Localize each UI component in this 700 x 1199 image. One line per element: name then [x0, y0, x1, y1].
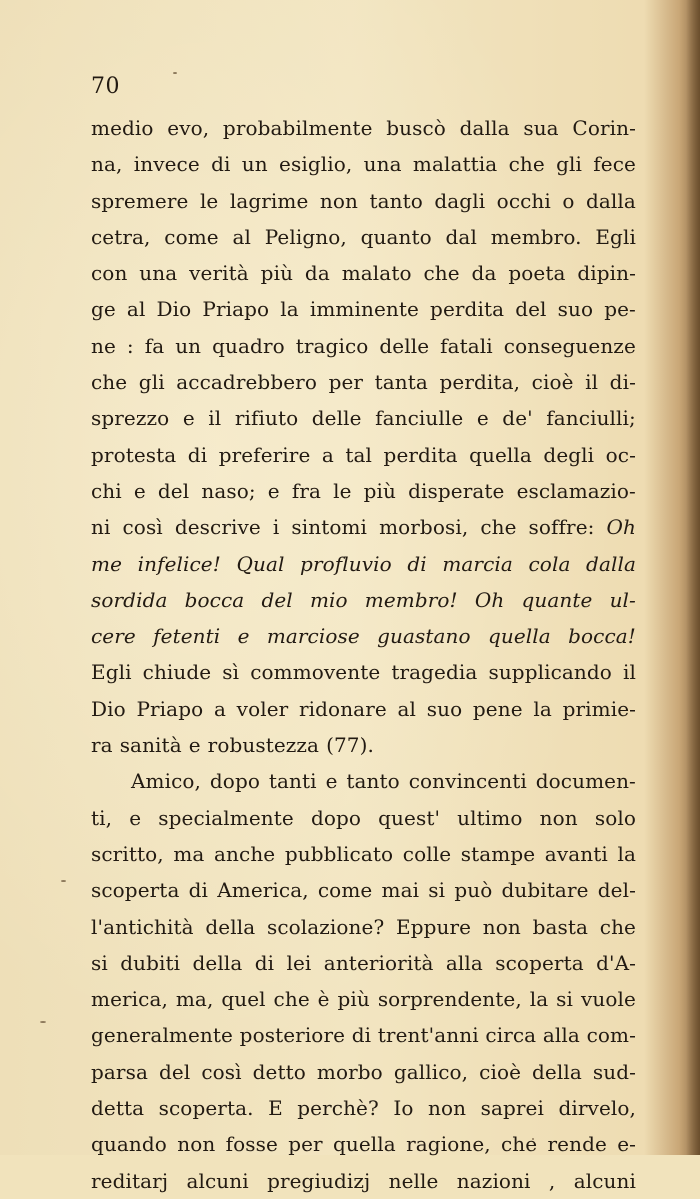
- text-line: reditarj alcuni pregiudizj nelle nazioni , alcuni: [91, 1168, 636, 1193]
- text-line: spremere le lagrime non tanto dagli occhi o dalla: [91, 188, 636, 213]
- paragraph-2: [91, 763, 636, 1199]
- text-line: Dio Priapo a voler ridonare al suo pene la primie-: [91, 696, 636, 721]
- text-line: merica, ma, quel che è più sorprendente, la si vuole: [91, 987, 636, 1012]
- text-line: che gli accadrebbero per tanta perdita, cioè il di-: [91, 370, 636, 395]
- text-line: parsa del così detto morbo gallico, cioè della sud-: [91, 1059, 636, 1084]
- text-line: ne : fa un quadro tragico delle fatali conseguenze: [91, 333, 636, 358]
- text-line: me infelice! Qual profluvio di marcia cola dalla: [91, 551, 636, 576]
- paper-speck: [173, 72, 177, 74]
- text-line: scoperta di America, come mai si può dubitare del-: [91, 878, 636, 903]
- page-edge-shadow: [686, 0, 700, 1155]
- text-line: detta scoperta. E perchè? Io non saprei dirvelo,: [91, 1096, 636, 1121]
- text-line: medio evo, probabilmente buscò dalla sua Corin-: [91, 116, 636, 140]
- paper-speck: [61, 880, 66, 882]
- paper-speck: [40, 1021, 46, 1023]
- text-line: ge al Dio Priapo la imminente perdita del suo pe-: [91, 297, 636, 322]
- text-line: generalmente posteriore di trent'anni circa alla com-: [91, 1023, 636, 1048]
- text-line: scritto, ma anche pubblicato colle stampe avanti la: [91, 841, 636, 866]
- text-line: si dubiti della di lei anteriorità alla scoperta d'A-: [91, 950, 636, 975]
- text-line: sprezzo e il rifiuto delle fanciulle e de' fanciulli;: [91, 406, 636, 431]
- text-line: ra sanità e robustezza (77).: [91, 733, 374, 758]
- text-line: protesta di preferire a tal perdita quella degli oc-: [91, 442, 636, 467]
- page-number: 70: [91, 74, 120, 99]
- paragraph-1: [91, 110, 636, 763]
- text-line: na, invece di un esiglio, una malattia che gli fece: [91, 152, 636, 177]
- text-line: quando non fosse per quella ragione, che rende e-: [91, 1132, 636, 1157]
- text-line: Amico, dopo tanti e tanto convincenti documen-: [131, 769, 636, 794]
- text-line: Egli chiude sì commovente tragedia supplicando il: [91, 660, 636, 685]
- text-line: l'antichità della scolazione? Eppure non basta che: [91, 914, 636, 939]
- text-line: ti, e specialmente dopo quest' ultimo non solo: [91, 805, 636, 830]
- page-text: [91, 110, 636, 1199]
- text-line: sordida bocca del mio membro! Oh quante ul-: [91, 587, 636, 612]
- text-line: con una verità più da malato che da poeta dipin-: [91, 261, 636, 286]
- text-line: cere fetenti e marciose guastano quella bocca!: [91, 624, 636, 649]
- text-line: cetra, come al Peligno, quanto dal membro. Egli: [91, 224, 636, 249]
- text-line: ni così descrive i sintomi morbosi, che soffre: Oh: [91, 515, 636, 540]
- text-line: chi e del naso; e fra le più disperate esclamazio-: [91, 478, 636, 503]
